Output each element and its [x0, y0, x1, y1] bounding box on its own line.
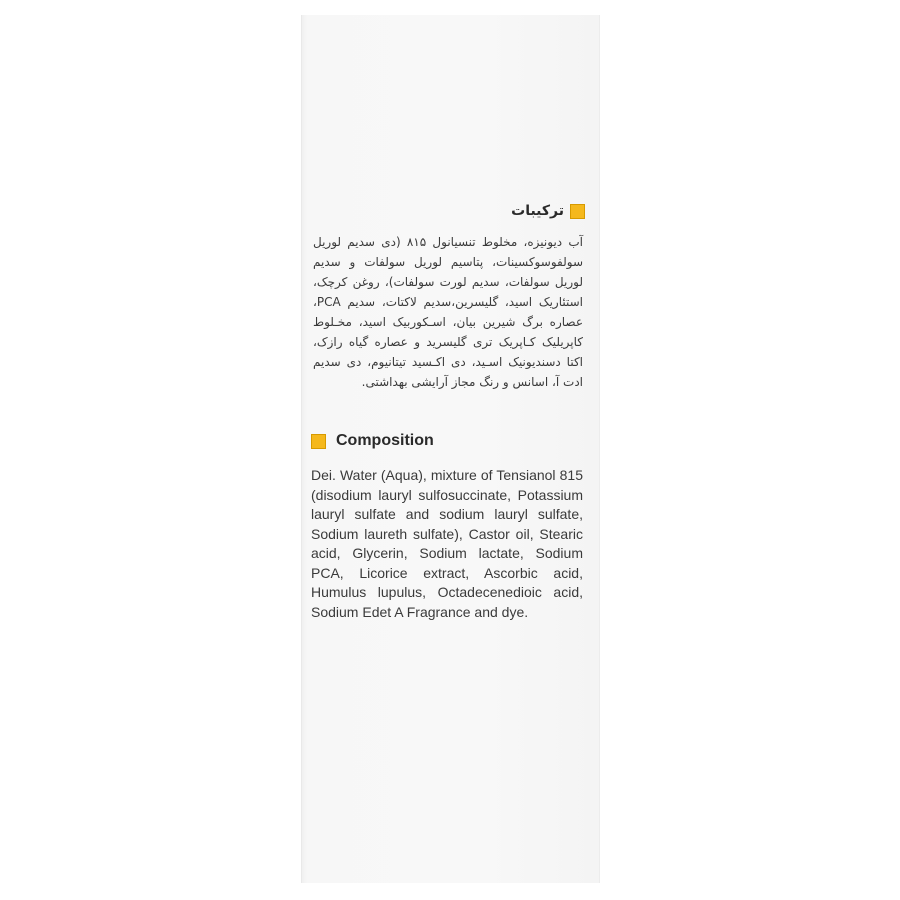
- ingredients-section-english: [311, 428, 583, 622]
- heading-text-farsi: ترکیبات: [511, 203, 564, 219]
- ingredients-text-english: Dei. Water (Aqua), mixture of Tensianol 815 (disodium lauryl sulfosuccinate, Potassium lauryl sulfate and sodium lauryl sulfate, Sodium laureth sulfate), Castor oil, Stearic acid, Glycerin, Sodium lactate, Sodium PCA, Licorice extract, Ascorbic acid, Humulus lupulus, Octadecenedioic acid, Sodium Edet A Fragrance and dye.: [311, 467, 583, 620]
- ingredients-heading-farsi: [313, 198, 585, 224]
- ingredients-text-farsi: آب دیونیزه، مخلوط تنسیانول ۸۱۵ (دی سدیم لوریل سولفوسوکسینات، پتاسیم لوریل سولفات و سدیم لوریل سولفات، سدیم لورت سولفات)، روغن کرچک، استئاریک اسید، گلیسرین،سدیم لاکتات، سدیم PCA، عصاره برگ شیرین بیان، اسـکوربیک اسید، مخـلوط کاپریلیک کـاپریک تری گلیسرید و عصاره گیاه رازک، اکتا دسندیونیک اسـید، دی اکـسید تیتانیوم، دی سدیم ادت آ، اسانس و رنگ مجاز آرایشی بهداشتی.: [313, 235, 583, 389]
- ingredients-section-farsi: [313, 198, 583, 392]
- composition-heading: [311, 428, 583, 454]
- yellow-square-icon: [311, 434, 326, 449]
- heading-text-english: Composition: [336, 432, 434, 449]
- yellow-square-icon: [570, 204, 585, 219]
